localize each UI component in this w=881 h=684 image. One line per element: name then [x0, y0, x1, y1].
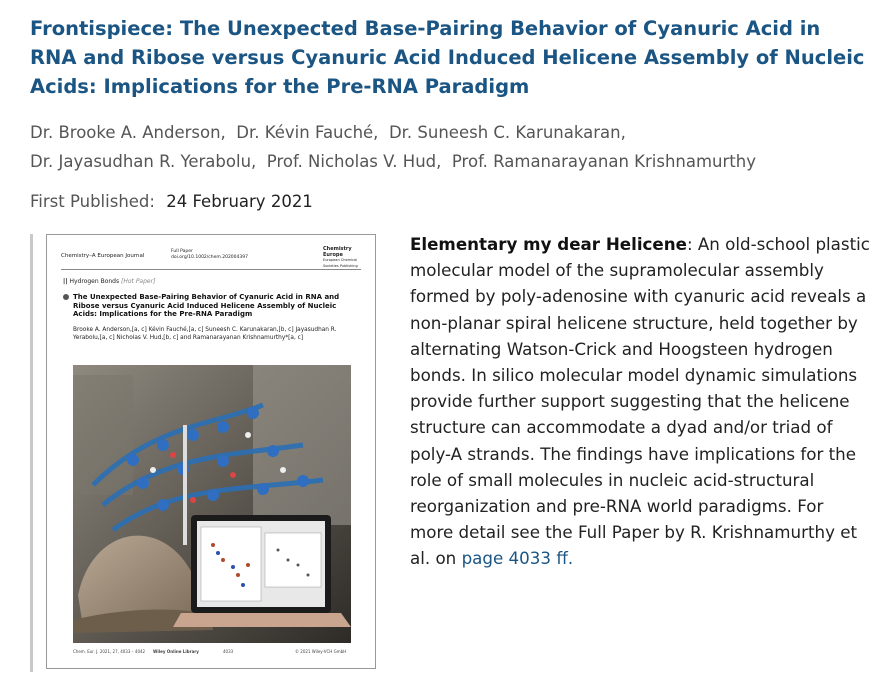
- publication-info: [30, 192, 313, 211]
- published-date: 24 February 2021: [166, 192, 313, 211]
- author-link[interactable]: Dr. Jayasudhan R. Yerabolu,: [30, 152, 257, 171]
- author-line-2: [30, 147, 870, 176]
- figure-divider: [30, 234, 33, 672]
- caption-body: : An old-school plastic molecular model of the supramolecular assembly formed by poly-adenosine with cyanuric acid reveals a non-planar spiral helicene structure, held together by alternating Watson-Crick and Hoogsteen hydrogen bonds. In silico molecular model dynamic simulations provide further support suggesting that the helicene structure can accommodate a dyad and/or triad of poly-A strands. The findings have implications for the role of small molecules in nucleic acid-structural reorganization and pre-RNA world paradigms. For more detail see the Full Paper by R. Krishnamurthy et al. on: [410, 234, 870, 569]
- author-list: [30, 118, 870, 176]
- full-paper-link[interactable]: page 4033 ff.: [461, 548, 574, 569]
- cover-photo: [73, 365, 351, 643]
- author-link[interactable]: Prof. Nicholas V. Hud,: [266, 152, 442, 171]
- cover-bullet-icon: [63, 294, 69, 300]
- author-link[interactable]: Dr. Brooke A. Anderson,: [30, 123, 226, 142]
- cover-full-paper: Full Paper doi.org/10.1002/chem.202004397: [171, 249, 248, 260]
- caption-lead: Elementary my dear Helicene: [410, 234, 687, 254]
- cover-publisher-logo: Chemistry Europe European Chemical Societies Publishing: [323, 246, 358, 268]
- cover-image[interactable]: Chemistry–A European Journal Full Paper doi.org/10.1002/chem.202004397 Chemistry Europe European Chemical Societies Publishing || Hydrogen Bonds [Hot Paper] The Unexpected Base-Pairing Behavior of Cyanuric Acid in RNA and Ribose versus Cyanuric Acid Induced Helicene Assembly of Nucleic Acids: Implications for the Pre-RNA Paradigm Brooke A. Anderson,[a, c] Kévin Fauché,[a, c] Suneesh C. Karunakaran,[b, c] Jayasudhan R. Yerabolu,[a, c] Nicholas V. Hud,[b, c] and Ramanarayanan Krishnamurthy*[a, c] Chem. Eur. J. 2021, 27, 4033 – 4042 Wiley Online Library 4033 © 2021 Wiley-VCH GmbH: [46, 234, 376, 669]
- cover-header: [61, 245, 361, 267]
- cover-divider: [61, 269, 361, 270]
- published-label: First Published:: [30, 192, 155, 211]
- cover-authors: Brooke A. Anderson,[a, c] Kévin Fauché,[a, c] Suneesh C. Karunakaran,[b, c] Jayasudhan R. Yerabolu,[a, c] Nicholas V. Hud,[b, c] and Ramanarayanan Krishnamurthy*[a, c]: [73, 327, 337, 341]
- frontispiece-caption: [410, 231, 870, 572]
- author-link[interactable]: Dr. Kévin Fauché,: [236, 123, 379, 142]
- cover-title: The Unexpected Base-Pairing Behavior of Cyanuric Acid in RNA and Ribose versus Cyanuric Acid Induced Helicene Assembly of Nucleic Acids: Implications for the Pre-RNA Paradigm: [73, 293, 340, 319]
- cover-journal: Chemistry–A European Journal: [61, 253, 145, 259]
- author-link[interactable]: Prof. Ramanarayanan Krishnamurthy: [451, 152, 756, 171]
- article-title: Frontispiece: The Unexpected Base-Pairing Behavior of Cyanuric Acid in RNA and Ribose versus Cyanuric Acid Induced Helicene Assembly of Nucleic Acids: Implications for the Pre-RNA Paradigm: [30, 17, 865, 98]
- cover-section: || Hydrogen Bonds [Hot Paper]: [63, 278, 156, 285]
- author-link[interactable]: Dr. Suneesh C. Karunakaran,: [388, 123, 626, 142]
- author-line-1: [30, 118, 870, 147]
